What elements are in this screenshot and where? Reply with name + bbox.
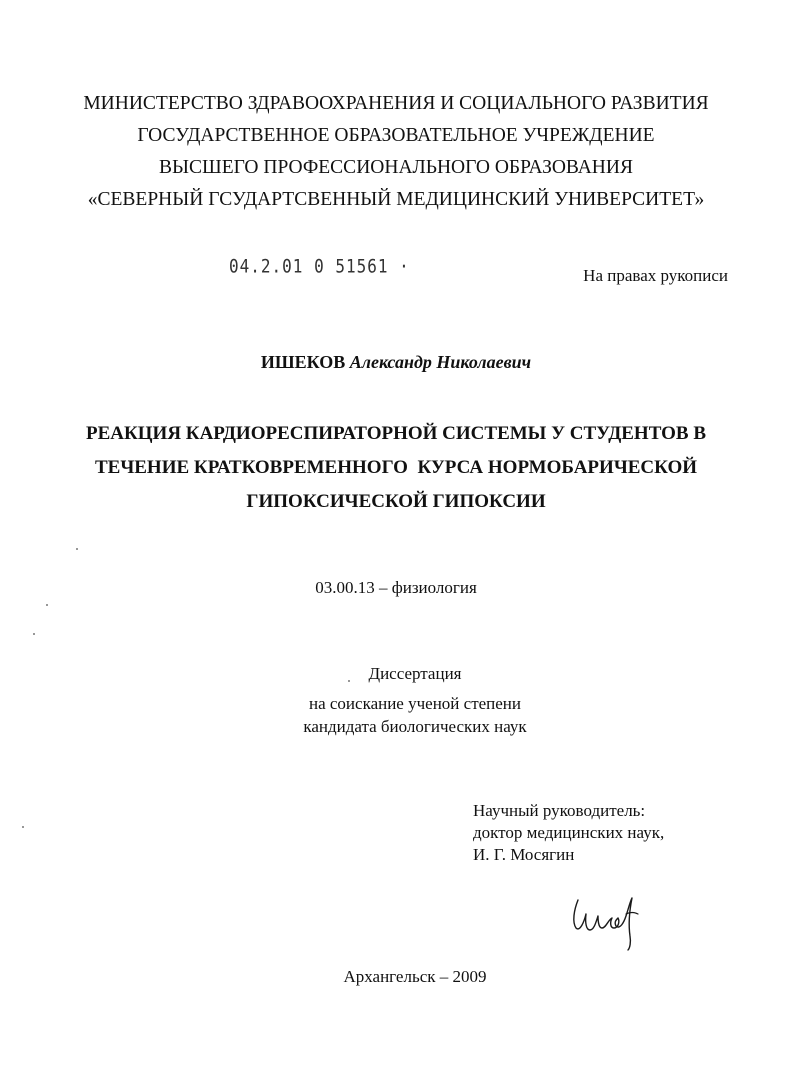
scan-speck <box>76 548 78 550</box>
scan-speck <box>22 826 24 828</box>
header-line-institution-type: ГОСУДАРСТВЕННОЕ ОБРАЗОВАТЕЛЬНОЕ УЧРЕЖДЕНИЕ <box>137 125 655 146</box>
library-stamp-number: 04.2.01 0 51561 · <box>229 255 410 277</box>
supervisor-degree: доктор медицинских наук, <box>473 823 665 842</box>
title-line-2: ТЕЧЕНИЕ КРАТКОВРЕМЕННОГО КУРСА НОРМОБАРИЧЕСКОЙ <box>94 457 698 478</box>
supervisor-block <box>473 800 664 866</box>
handwritten-signature <box>568 892 658 952</box>
header-line-education-level: ВЫСШЕГО ПРОФЕССИОНАЛЬНОГО ОБРАЗОВАНИЯ <box>159 157 633 178</box>
degree-line-2: кандидата биологических наук <box>303 717 527 736</box>
scan-speck <box>348 680 350 682</box>
dissertation-title <box>0 417 792 519</box>
author-given-names: Александр Николаевич <box>349 352 532 372</box>
manuscript-rights-note: На правах рукописи <box>583 266 728 285</box>
specialty-code: 03.00.13 – физиология <box>315 578 477 597</box>
title-line-3: ГИПОКСИЧЕСКОЙ ГИПОКСИИ <box>246 491 546 512</box>
scan-speck <box>33 633 35 635</box>
city-year: Архангельск – 2009 <box>343 967 487 986</box>
institution-header <box>0 88 792 216</box>
title-line-1: РЕАКЦИЯ КАРДИОРЕСПИРАТОРНОЙ СИСТЕМЫ У СТУДЕНТОВ В <box>85 423 707 444</box>
dissertation-degree-block <box>0 662 792 738</box>
dissertation-label: Диссертация <box>368 664 462 683</box>
supervisor-role: Научный руководитель: <box>473 801 646 820</box>
scan-speck <box>46 604 48 606</box>
author-name <box>0 352 792 373</box>
header-line-university-name: «СЕВЕРНЫЙ ГСУДАРТСВЕННЫЙ МЕДИЦИНСКИЙ УНИВЕРСИТЕТ» <box>87 189 705 210</box>
degree-line-1: на соискание ученой степени <box>308 694 522 713</box>
header-line-ministry: МИНИСТЕРСТВО ЗДРАВООХРАНЕНИЯ И СОЦИАЛЬНОГО РАЗВИТИЯ <box>83 93 709 114</box>
supervisor-name: И. Г. Мосягин <box>473 845 575 864</box>
author-surname: ИШЕКОВ <box>260 352 346 372</box>
